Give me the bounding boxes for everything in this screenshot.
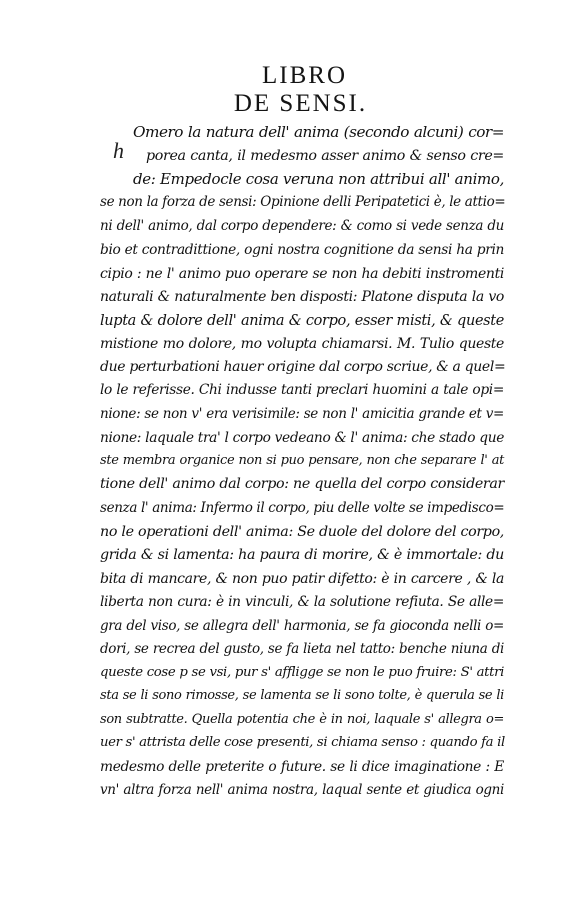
text-line: senza l' anima: Infermo il corpo, piu delle volte se impedisco= bbox=[100, 500, 505, 516]
text-line: naturali & naturalmente ben disposti: Platone disputa la vo bbox=[100, 289, 504, 305]
text-line: tione dell' animo dal corpo: ne quella del corpo considerar bbox=[100, 476, 504, 492]
text-line: uer s' attrista delle cose presenti, si chiama senso : quando fa il bbox=[100, 735, 505, 750]
text-line: medesmo delle preterite o future. se li dice imaginatione : E bbox=[100, 759, 504, 775]
text-line: due perturbationi hauer origine dal corpo scriue, & a quel= bbox=[100, 359, 506, 375]
text-line: no le operationi dell' anima: Se duole del dolore del corpo, bbox=[100, 524, 504, 540]
text-line: bita di mancare, & non puo patir difetto: è in carcere , & la bbox=[100, 571, 504, 587]
text-line: bio et contradittione, ogni nostra cognitione da sensi ha prin bbox=[100, 242, 504, 258]
text-line: vn' altra forza nell' anima nostra, laqual sente et giudica ogni bbox=[100, 782, 504, 798]
text-line: nione: laquale tra' l corpo vedeano & l' anima: che stado que bbox=[100, 430, 504, 446]
text-line: gra del viso, se allegra dell' harmonia, se fa gioconda nelli o= bbox=[100, 618, 504, 634]
margin-marker: h bbox=[113, 138, 124, 163]
text-line: son subtratte. Quella potentia che è in noi, laquale s' allegra o= bbox=[100, 712, 504, 727]
chapter-title: DE SENSI. bbox=[233, 90, 368, 117]
text-line: queste cose p se vsi, pur s' affligge se non le puo fruire: S' attri bbox=[100, 665, 504, 680]
text-line: cipio : ne l' animo puo operare se non ha debiti instromenti bbox=[100, 266, 504, 282]
text-line: porea canta, il medesmo asser animo & senso cre= bbox=[146, 148, 504, 164]
running-head-libro: LIBRO bbox=[262, 62, 347, 89]
text-line: mistione mo dolore, mo volupta chiamarsi. M. Tulio queste bbox=[100, 336, 504, 352]
text-line: grida & si lamenta: ha paura di morire, & è immortale: du bbox=[100, 547, 504, 563]
text-line: lupta & dolore dell' anima & corpo, esser misti, & queste bbox=[100, 313, 504, 329]
text-line: liberta non cura: è in vinculi, & la solutione refiuta. Se alle= bbox=[100, 594, 504, 610]
text-line: se non la forza de sensi: Opinione delli Peripatetici è, le attio= bbox=[100, 194, 506, 210]
text-line: dori, se recrea del gusto, se fa lieta nel tatto: benche niuna di bbox=[100, 641, 504, 657]
text-line: de: Empedocle cosa veruna non attribui all' animo, bbox=[133, 170, 504, 188]
text-line: sta se li sono rimosse, se lamenta se li sono tolte, è querula se li bbox=[100, 688, 504, 703]
text-line: ste membra organice non si puo pensare, non che separare l' at bbox=[100, 453, 504, 468]
text-line: Omero la natura dell' anima (secondo alcuni) cor= bbox=[133, 123, 504, 141]
text-line: nione: se non v' era verisimile: se non l' amicitia grande et v= bbox=[100, 406, 504, 422]
text-line: lo le referisse. Chi indusse tanti preclari huomini a tale opi= bbox=[100, 382, 504, 398]
text-line: ni dell' animo, dal corpo dependere: & como si vede senza du bbox=[100, 218, 504, 234]
